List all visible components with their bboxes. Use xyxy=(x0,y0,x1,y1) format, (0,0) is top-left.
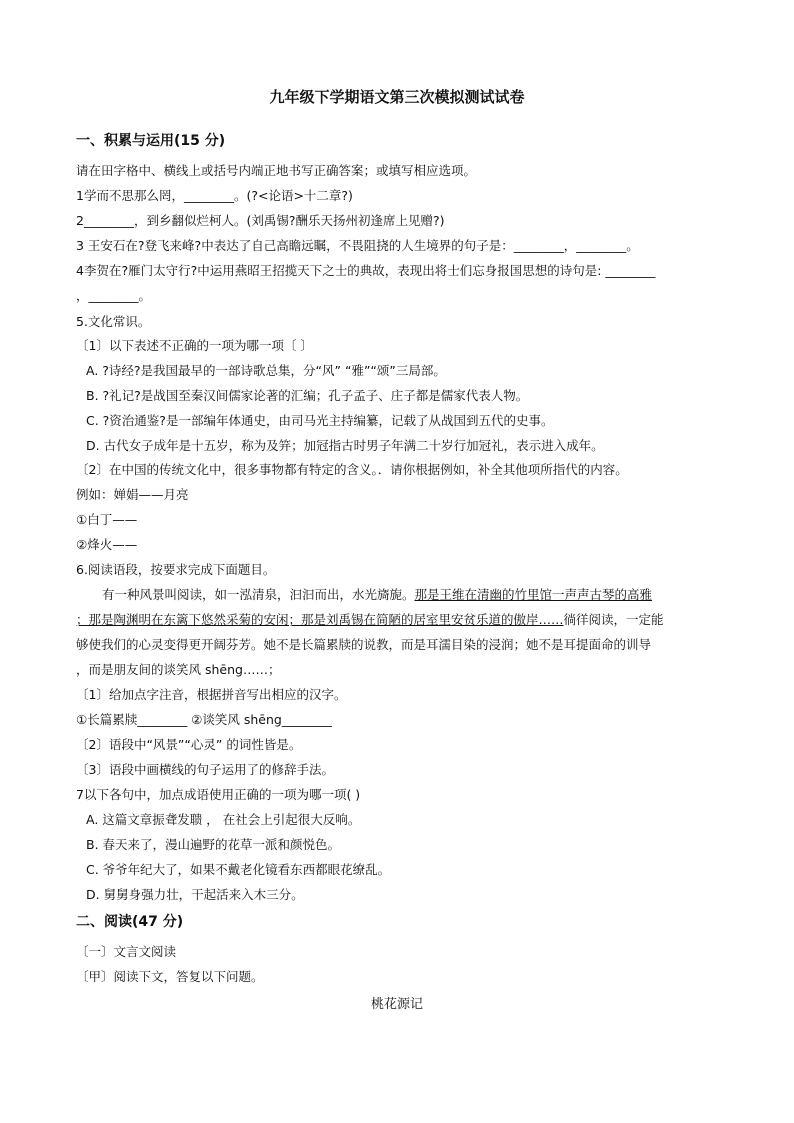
section-heading-1: 一、积累与运用(15 分) xyxy=(76,133,226,149)
question-3: 3 王安石在?登飞来峰?中表达了自己高瞻远瞩，不畏阻挠的人生境界的句子是：________，________。 xyxy=(76,238,639,253)
question-5-option-a: A. ?诗经?是我国最早的一部诗歌总集，分“风” “雅”“颂”三局部。 xyxy=(86,363,446,378)
question-2: 2________，到乡翻似烂柯人。(刘禹锡?酬乐天扬州初逢席上见赠?) xyxy=(76,213,445,228)
question-5-sub1: 〔1〕以下表述不正确的一项为哪一项〔 〕 xyxy=(76,338,313,353)
question-6-sub1: 〔1〕给加点字注音，根据拼音写出相应的汉字。 xyxy=(76,687,347,702)
reading-sub1: 〔一〕文言文阅读 xyxy=(76,944,177,959)
passage-text: 徜徉阅读，一定能 xyxy=(563,612,664,627)
question-6-sub1-answer: ①长篇累牍________ ②谈笑风 shēng________ xyxy=(76,712,332,727)
passage-line-4: ，而是朋友间的谈笑风 shēng……； xyxy=(76,662,281,677)
question-7-option-b: B. 春天来了，漫山遍野的花草一派和颜悦色。 xyxy=(86,837,341,852)
passage-text: 有一种风景叫阅读，如一泓清泉，汩汩而出，水光旖旎。 xyxy=(102,587,415,602)
document-title: 九年级下学期语文第三次模拟测试试卷 xyxy=(269,88,525,106)
question-5-option-b: B. ?礼记?是战国至秦汉间儒家论著的汇编；孔子孟子、庄子都是儒家代表人物。 xyxy=(86,388,529,403)
question-6-sub3: 〔3〕语段中画横线的句子运用了的修辞手法。 xyxy=(76,762,334,777)
question-4-line1: 4李贺在?雁门太守行?中运用燕昭王招揽天下之士的典故，表现出将士们忘身报国思想的诗句是: ________ xyxy=(76,263,656,278)
article-title: 桃花源记 xyxy=(370,997,423,1012)
question-5-title: 5.文化常识。 xyxy=(76,314,151,329)
question-5-item-1: ①白丁—— xyxy=(76,512,138,527)
question-5-example: 例如：婵娟——月亮 xyxy=(76,487,189,502)
question-6-title: 6.阅读语段，按要求完成下面题目。 xyxy=(76,562,276,577)
question-5-option-c: C. ?资治通鉴?是一部编年体通史，由司马光主持编纂，记载了从战国到五代的史事。 xyxy=(86,413,554,428)
underlined-sentence: 那是王维在清幽的竹里馆一声声古琴的高雅 xyxy=(414,587,653,602)
passage-line-1 xyxy=(102,586,652,604)
passage-line-3: 够使我们的心灵变得更开阔芬芳。她不是长篇累牍的说教，而是耳濡目染的浸润；她不是耳提面命的训导 xyxy=(76,637,652,652)
question-7-option-d: D. 舅舅身强力壮，干起活来入木三分。 xyxy=(86,887,304,902)
instruction-text: 请在田字格中、横线上或括号内端正地书写正确答案；或填写相应选项。 xyxy=(76,163,477,178)
question-7-option-c: C. 爷爷年纪大了，如果不戴老化镜看东西都眼花缭乱。 xyxy=(86,862,391,877)
passage-line-2 xyxy=(76,611,664,629)
question-6-sub2: 〔2〕语段中“风景”“心灵” 的词性皆是。 xyxy=(76,737,302,752)
question-7-title: 7以下各句中，加点成语使用正确的一项为哪一项( ) xyxy=(76,787,361,802)
question-4-line2: ，________。 xyxy=(76,288,152,303)
reading-sub2: 〔甲〕阅读下文，答复以下问题。 xyxy=(76,969,264,984)
question-5-option-d: D. 古代女子成年是十五岁，称为及笄；加冠指古时男子年满二十岁行加冠礼，表示进入成年。 xyxy=(86,438,604,453)
question-1: 1学而不思那么罔，________。(?<论语>十二章?) xyxy=(76,188,353,203)
underlined-sentence: ；那是陶渊明在东篱下悠然采菊的安闲；那是刘禹锡在简陋的居室里安贫乐道的傲岸…… xyxy=(76,612,564,627)
section-heading-2: 二、阅读(47 分) xyxy=(76,914,184,930)
question-5-sub2: 〔2〕在中国的传统文化中，很多事物都有特定的含义。．请你根据例如，补全其他项所指代的内容。 xyxy=(76,462,628,477)
question-5-item-2: ②烽火—— xyxy=(76,537,138,552)
question-7-option-a: A. 这篇文章振聋发聩 ， 在社会上引起很大反响。 xyxy=(86,812,361,827)
